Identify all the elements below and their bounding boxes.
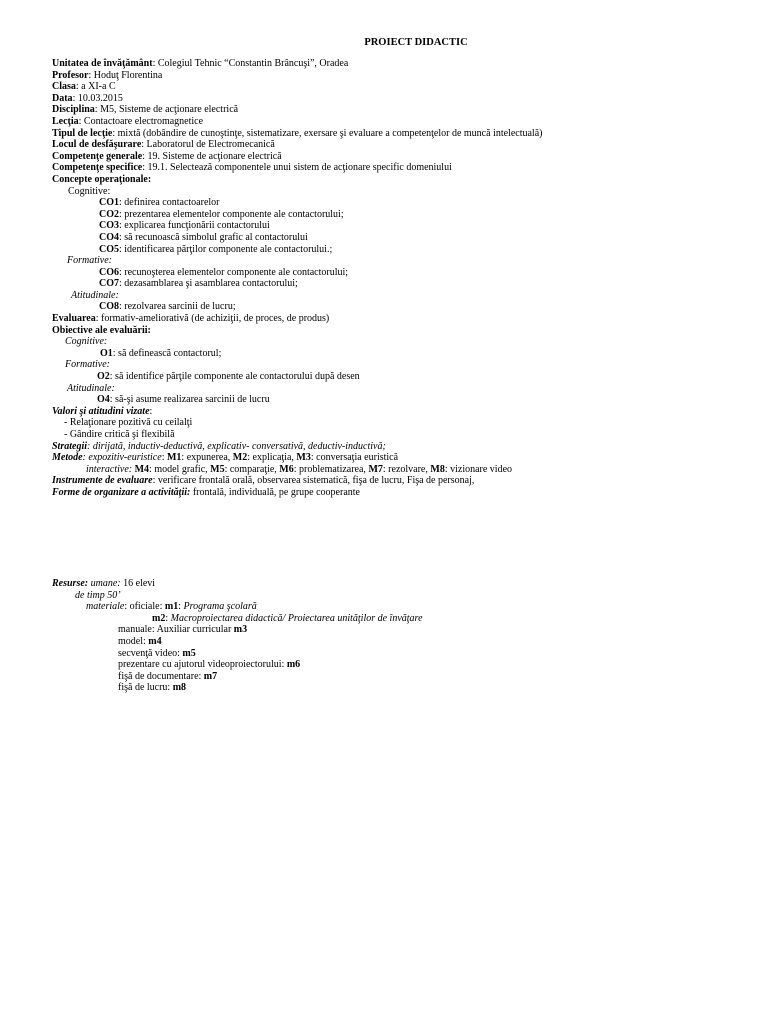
- valori-colon: :: [149, 405, 153, 417]
- resurse-row: [52, 636, 752, 648]
- formative-label: [52, 255, 752, 267]
- concept-co8: [52, 301, 752, 313]
- label: Lecţia: [52, 115, 79, 127]
- concept-co1: [52, 197, 752, 209]
- text: : conversaţia euristică: [310, 452, 399, 464]
- concept-co2: [52, 209, 752, 221]
- valori-heading: [52, 406, 752, 418]
- text: : definirea contactoarelor: [119, 197, 220, 209]
- value: : Hoduţ Florentina: [88, 69, 163, 81]
- code: CO2: [99, 208, 119, 220]
- label: Strategii: [52, 440, 88, 452]
- info-locul: [52, 139, 752, 151]
- label: Disciplina: [52, 104, 95, 116]
- code: m1: [164, 601, 179, 613]
- value: : Contactoare electromagnetice: [78, 115, 204, 127]
- code: CO1: [99, 197, 119, 209]
- info-profesor: [52, 70, 752, 82]
- text: : vizionare video: [444, 463, 513, 475]
- metode-line-1: Metode: expozitiv-euristice: M1: expunerea, M2: explicaţia, M3: conversaţia euristică: [52, 452, 399, 464]
- objective-o2: [52, 371, 752, 383]
- obiective-formative-label: [52, 359, 752, 371]
- atitudinale-text: Atitudinale:: [71, 289, 119, 301]
- label: Unitatea de învăţământ: [52, 58, 153, 69]
- code: M1: [166, 452, 182, 464]
- value: : Colegiul Tehnic “Constantin Brâncuşi”, Oradea: [152, 58, 349, 69]
- text: secvenţă video:: [118, 647, 183, 659]
- concept-co4: [52, 232, 752, 244]
- text: : identificarea părţilor componente ale contactorului.;: [119, 243, 333, 255]
- code: M4: [134, 463, 150, 475]
- code: CO6: [99, 266, 119, 278]
- obiective-label: Obiective ale evaluării:: [52, 324, 151, 336]
- text: : model grafic,: [149, 463, 211, 475]
- info-clasa: [52, 81, 752, 93]
- code: M2: [232, 452, 248, 464]
- text: Formative:: [65, 359, 110, 371]
- info-tipul: [52, 128, 752, 140]
- text: : explicarea funcţionării contactorului: [119, 220, 270, 232]
- code: m8: [172, 682, 187, 694]
- obiective-cognitive-label: [52, 336, 752, 348]
- valori-item: - Gândire critică şi flexibilă: [64, 429, 175, 440]
- value: : M5, Sisteme de acţionare electrică: [94, 104, 239, 116]
- code: M6: [279, 463, 294, 475]
- text: : rezolvare,: [382, 463, 431, 475]
- label: Instrumente de evaluare: [52, 475, 153, 487]
- text: : să recunoască simbolul grafic al contactorului: [119, 231, 308, 243]
- resurse-row: [52, 624, 752, 636]
- m1-text: Programa şcolară: [183, 601, 257, 613]
- resurse-row: [52, 659, 752, 671]
- atitudinale-label: [52, 290, 752, 302]
- obiective-heading: [52, 325, 752, 337]
- label: materiale: [86, 601, 125, 613]
- document-body: [52, 58, 752, 499]
- text: : explicaţia,: [247, 452, 297, 464]
- evaluarea: [52, 313, 752, 325]
- code: CO4: [99, 231, 119, 243]
- info-lectia: [52, 116, 752, 128]
- concept-co5: [52, 244, 752, 256]
- code: m2: [152, 612, 166, 624]
- label: Forme de organizare a activităţii:: [52, 486, 191, 498]
- concepte-heading: [52, 174, 752, 186]
- label: Evaluarea: [52, 313, 96, 325]
- label: Competenţe specifice: [52, 162, 143, 174]
- formative-text: Formative:: [67, 255, 112, 267]
- label: Metode: [52, 452, 83, 464]
- code: CO5: [99, 243, 119, 255]
- text: manuale: Auxiliar curricular: [118, 624, 234, 636]
- resurse-row: [52, 648, 752, 660]
- value: : a XI-a C: [75, 81, 116, 93]
- value: : mixtă (dobândire de cunoştinţe, sistematizare, exersare şi evaluare a competenţelor de muncă intelectuală): [112, 127, 543, 139]
- label: Tipul de lecţie: [52, 127, 113, 139]
- text: : recunoşterea elementelor componente ale contactorului;: [119, 266, 349, 278]
- value: : 19. Sisteme de acţionare electrică: [142, 150, 282, 162]
- text: : dezasamblarea şi asamblarea contactorului;: [119, 278, 298, 290]
- code: M3: [296, 452, 311, 464]
- forme: [52, 487, 752, 499]
- resurse-timp: [52, 590, 752, 602]
- text: : comparaţie,: [224, 463, 280, 475]
- text: : să definească contactorul;: [112, 347, 222, 359]
- text: Atitudinale:: [67, 382, 115, 394]
- value: : 10.03.2015: [72, 92, 123, 104]
- obiective-atitudinale-label: [52, 383, 752, 395]
- label: Resurse:: [52, 578, 89, 589]
- code: M8: [430, 463, 445, 475]
- valori-item: - Relaţionare pozitivă cu ceilalţi: [64, 417, 193, 429]
- text: fişă de documentare:: [118, 670, 204, 682]
- label: Profesor: [52, 69, 89, 81]
- text: fişă de lucru:: [118, 682, 173, 694]
- label: Competenţe generale: [52, 150, 143, 162]
- text: : rezolvarea sarcinii de lucru;: [119, 301, 236, 313]
- objective-o1: [52, 348, 752, 360]
- info-competente-specifice: [52, 162, 752, 174]
- cognitive-label: Cognitive:: [68, 185, 111, 197]
- value: : verificare frontală orală, observarea sistematică, fişa de lucru, Fişa de personaj,: [152, 475, 475, 487]
- text: prezentare cu ajutorul videoproiectorului:: [118, 659, 287, 671]
- info-data: [52, 93, 752, 105]
- text: de timp 50’: [75, 589, 121, 601]
- label: Data: [52, 92, 73, 104]
- text: : să-şi asume realizarea sarcinii de lucru: [109, 394, 270, 406]
- text: Cognitive:: [65, 336, 108, 348]
- concept-co7: [52, 278, 752, 290]
- info-unitatea: [52, 58, 752, 70]
- code: CO7: [99, 278, 119, 290]
- resurse-row: [52, 671, 752, 683]
- code: O2: [97, 371, 110, 383]
- resurse-materiale: materiale: oficiale: m1: Programa şcolară: [86, 601, 257, 613]
- code: CO3: [99, 220, 119, 232]
- objective-o4: [52, 394, 752, 406]
- metode-line-2: [52, 464, 752, 476]
- text: : prezentarea elementelor componente ale contactorului;: [119, 208, 344, 220]
- code: m3: [233, 624, 248, 636]
- page-title: PROIECT DIDACTIC: [364, 37, 468, 48]
- code: m5: [182, 647, 196, 659]
- code: m7: [203, 670, 218, 682]
- code: m6: [286, 659, 301, 671]
- concepte-label: Concepte operaţionale:: [52, 173, 152, 185]
- label: Locul de desfăşurare: [52, 139, 142, 151]
- value: : formativ-ameliorativă (de achiziţii, de proces, de produs): [95, 313, 330, 325]
- code: M5: [210, 463, 225, 475]
- resurse-row: [52, 682, 752, 694]
- pre: : expozitiv-euristice: [82, 452, 162, 464]
- strategii: [52, 441, 752, 453]
- value: : 19.1. Selectează componentele unui sistem de acţionare specific domeniului: [142, 162, 452, 174]
- umane-value: 16 elevi: [120, 578, 156, 589]
- instrumente: [52, 475, 752, 487]
- valori-label: Valori şi atitudini vizate: [52, 405, 150, 417]
- umane-label: umane:: [88, 578, 121, 589]
- code: O1: [100, 347, 113, 359]
- text: model:: [118, 635, 149, 647]
- text: : expunerea,: [181, 452, 233, 464]
- concept-co6: [52, 267, 752, 279]
- m2-text: Macroproiectarea didactică/ Proiectarea unităţilor de învăţare: [170, 612, 423, 624]
- code: O4: [97, 394, 110, 406]
- resurse-section: [52, 578, 752, 694]
- code: M7: [368, 463, 383, 475]
- concept-co3: [52, 220, 752, 232]
- oficiale: : oficiale:: [124, 601, 165, 613]
- value: : Laboratorul de Electromecanică: [141, 139, 275, 151]
- value: frontală, individuală, pe grupe cooperante: [190, 486, 360, 498]
- code: CO8: [99, 301, 119, 313]
- resurse-umane: [52, 578, 752, 590]
- info-disciplina: [52, 104, 752, 116]
- value: : dirijată, inductiv-deductivă, explicativ- conversativă, deductiv-inductivă;: [87, 440, 386, 452]
- info-competente-generale: [52, 151, 752, 163]
- code: m4: [148, 635, 162, 647]
- pre: interactive:: [86, 463, 133, 475]
- label: Clasa: [52, 81, 76, 93]
- text: : să identifice părţile componente ale contactorului după desen: [109, 371, 360, 383]
- text: : problematizarea,: [293, 463, 369, 475]
- resurse-m2: m2: Macroproiectarea didactică/ Proiectarea unităţilor de învăţare: [152, 612, 423, 624]
